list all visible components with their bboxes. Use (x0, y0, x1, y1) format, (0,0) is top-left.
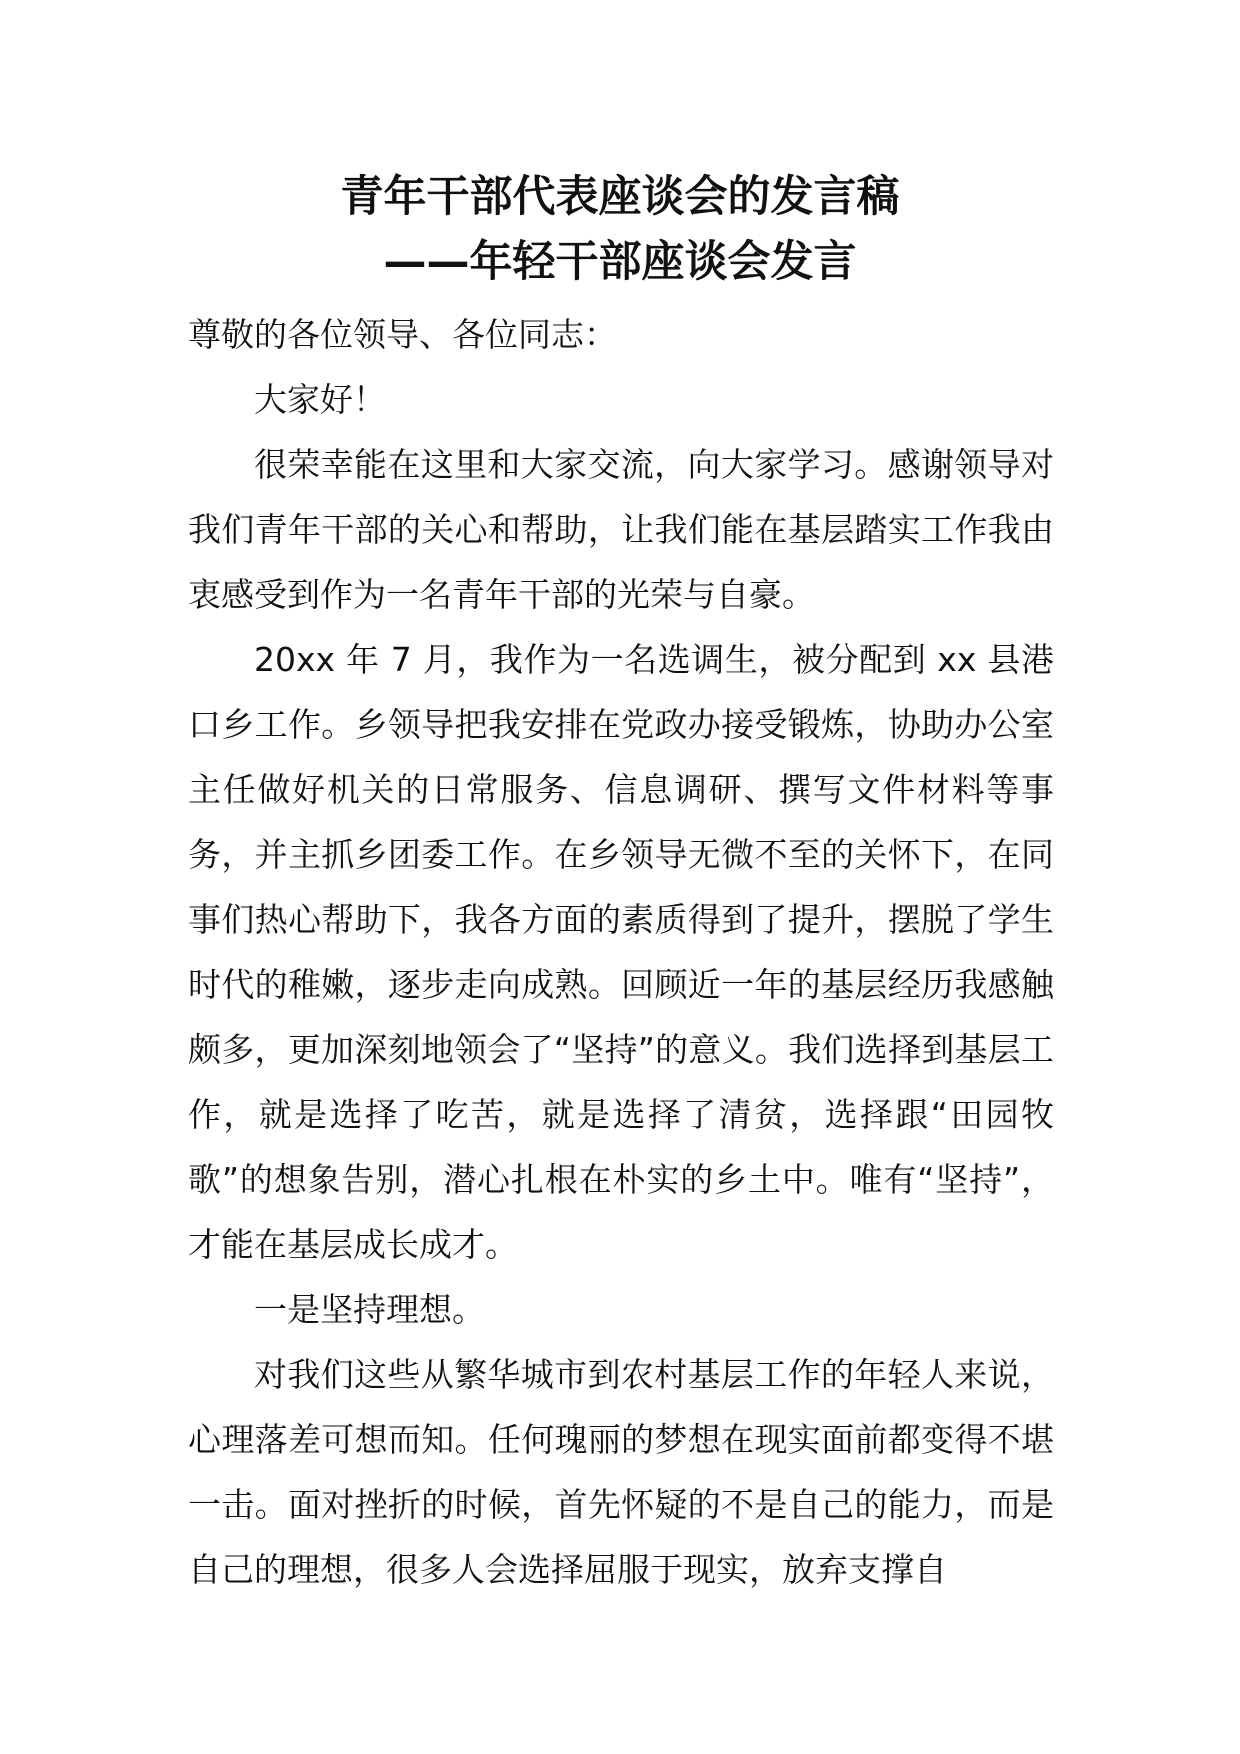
body-paragraph: 20xx 年 7 月，我作为一名选调生，被分配到 xx 县港口乡工作。乡领导把我安排在党政办接受锻炼，协助办公室主任做好机关的日常服务、信息调研、撰写文件材料等事务，并主抓乡团委工作。在乡领导无微不至的关怀下，在同事们热心帮助下，我各方面的素质得到了提升，摆脱了学生时代的稚嫩，逐步走向成熟。回顾近一年的基层经历我感触颇多，更加深刻地领会了“坚持”的意义。我们选择到基层工作，就是选择了吃苦，就是选择了清贫，选择跟“田园牧歌”的想象告别，潜心扎根在朴实的乡土中。唯有“坚持”，才能在基层成长成才。 (188, 640, 1054, 1264)
document-title: 青年干部代表座谈会的发言稿 (340, 172, 900, 222)
document-subtitle: ——年轻干部座谈会发言 (383, 237, 857, 287)
document-body (188, 302, 1054, 1602)
salutation: 尊敬的各位领导、各位同志： (188, 315, 617, 354)
section-heading: 一是坚持理想。 (254, 1290, 485, 1329)
greeting: 大家好！ (254, 380, 386, 419)
body-paragraph: 很荣幸能在这里和大家交流，向大家学习。感谢领导对我们青年干部的关心和帮助，让我们能在基层踏实工作我由衷感受到作为一名青年干部的光荣与自豪。 (188, 445, 1054, 614)
body-paragraph: 对我们这些从繁华城市到农村基层工作的年轻人来说，心理落差可想而知。任何瑰丽的梦想在现实面前都变得不堪一击。面对挫折的时候，首先怀疑的不是自己的能力，而是自己的理想，很多人会选择屈服于现实，放弃支撑自 (188, 1355, 1054, 1589)
